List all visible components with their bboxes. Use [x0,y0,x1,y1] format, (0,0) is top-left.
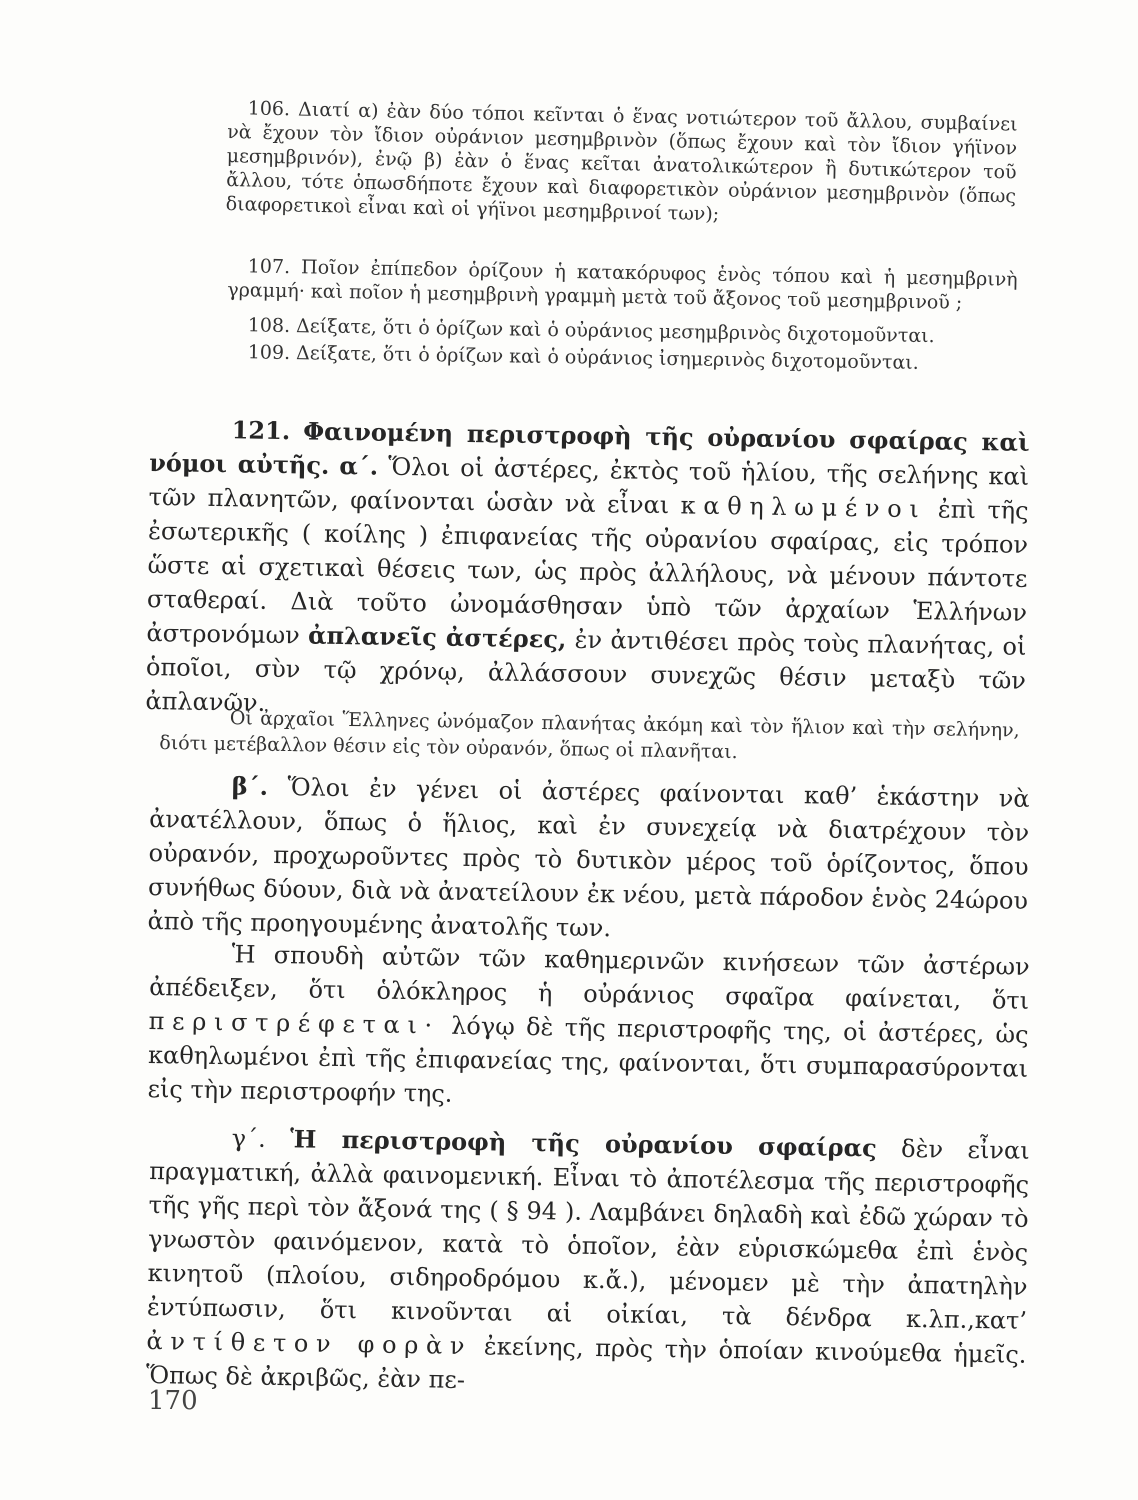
page-number: 170 [148,1386,198,1416]
section-study [147,936,1030,1120]
exercise-107 [227,254,1018,316]
section-number: 121. [231,415,291,446]
study-text-2: λόγῳ δὲ τῆς περιστροφῆς της, οἱ ἀστέρες, ὡς καθηλωμένοι ἐπὶ τῆς ἐπιφανείας της, φαίνονται, ὅτι συμπαρασύρονται εἰς τὴν περιστροφήν της. [147,1011,1029,1108]
beta-label: β΄. [231,771,269,801]
alpha-bold-term: ἀπλανεῖς ἀστέρες, [307,620,567,654]
alpha-text-1: Ὅλοι οἱ ἀστέρες, ἐκτὸς τοῦ ἡλίου, τῆς σελήνης καὶ τῶν πλανητῶν, φαίνονται ὡσὰν νὰ εἶναι [148,452,1030,520]
alpha-spaced-word: καθηλωμένοι [680,491,927,524]
study-spaced-word: περιστρέφεται· [148,1006,441,1040]
alpha-text-2: ἐπὶ τῆς ἐσωτερικῆς ( κοίλης ) ἐπιφανείας τῆς οὐρανίου σφαίρας, εἰς τρόπον ὥστε αἱ σχετικαὶ θέσεις των, ὡς πρὸς ἀλλήλους, νὰ μένουν πάντοτε σταθεραί. Διὰ τοῦτο ὠνομάσθησαν ὑπὸ τῶν ἀρχαίων Ἑλλήνων ἀστρονόμων [146,495,1029,650]
gamma-bold-term: Ἡ περιστροφὴ τῆς οὐρανίου σφαίρας [289,1124,877,1163]
section-title: Φαινομένη περιστροφὴ τῆς οὐρανίου σφαίρας καὶ νόμοι αὐτῆς. [148,416,1030,480]
gamma-text-2: ἐκείνης, πρὸς τὴν ὁποίαν κινούμεθα ἡμεῖς. Ὅπως δὲ ἀκριβῶς, ἐὰν πε- [145,1332,1027,1394]
section-121-alpha [145,412,1030,732]
exercise-106 [225,96,1017,233]
study-text-1: Ἡ σπουδὴ αὐτῶν τῶν καθημερινῶν κινήσεων τῶν ἀστέρων ἀπέδειξεν, ὅτι ὁλόκληρος ἡ οὐράνιος σφαῖρα φαίνεται, ὅτι [148,940,1030,1015]
exercise-107-text: 107. Ποῖον ἐπίπεδον ὁρίζουν ἡ κατακόρυφος ἑνὸς τόπου καὶ ἡ μεσημβρινὴ γραμμή· καὶ ποῖον ἡ μεσημβρινὴ γραμμὴ μετὰ τοῦ ἄξονος τοῦ μεσημβρινοῦ ; [227,255,1018,314]
section-beta [147,768,1030,952]
alpha-text-3: ἐν ἀντιθέσει πρὸς τοὺς πλανήτας, οἱ ὁποῖοι, σὺν τῷ χρόνῳ, ἀλλάσσουν συνεχῶς θέσιν μεταξὺ τῶν ἀπλανῶν. [145,625,1027,717]
footnote-text: Οἱ ἀρχαῖοι Ἕλληνες ὠνόμαζον πλανήτας ἀκόμη καὶ τὸν ἥλιον καὶ τὴν σελήνην, διότι μετέβαλλον θέσιν εἰς τὸν οὐρανόν, ὅπως οἱ πλανῆται. [159,707,1020,764]
gamma-label: γ΄. [231,1124,266,1153]
beta-text: Ὅλοι ἐν γένει οἱ ἀστέρες φαίνονται καθ’ ἑκάστην νὰ ἀνατέλλουν, ὅπως ὁ ἥλιος, καὶ ἐν συνεχείᾳ νὰ διατρέχουν τὸν οὐρανόν, προχωροῦντες πρὸς τὸ δυτικὸν μέρος τοῦ ὁρίζοντος, ὅπου συνήθως δύουν, διὰ νὰ ἀνατείλουν ἐκ νέου, μετὰ πάροδον ἑνὸς 24ώρου ἀπὸ τῆς προηγουμένης ἀνατολῆς των. [147,773,1030,943]
gamma-text-1: δὲν εἶναι πραγματική, ἀλλὰ φαινομενική. Εἶναι τὸ ἀποτέλεσμα τῆς περιστροφῆς τῆς γῆς περὶ τὸν ἄξονά της ( § 94 ). Λαμβάνει δηλαδὴ καὶ ἐδῶ χώραν τὸ γνωστὸν φαινόμενον, κατὰ τὸ ὁποῖον, ἐὰν εὑρισκώμεθα ἐπὶ ἑνὸς κινητοῦ (πλοίου, σιδηροδρόμου κ.ἄ.), μένομεν μὲ τὴν ἀπατηλὴν ἐντύπωσιν, ὅτι κινοῦνται αἱ οἰκίαι, τὰ δένδρα κ.λπ.,κατ’ [146,1134,1030,1335]
exercise-108-text: 108. Δείξατε, ὅτι ὁ ὁρίζων καὶ ὁ οὐράνιος μεσημβρινὸς διχοτομοῦνται. [247,314,935,348]
exercise-106-text: 106. Διατί α) ἐὰν δύο τόποι κεῖνται ὁ ἕνας νοτιώτερον τοῦ ἄλλου, συμβαίνει νὰ ἔχουν τὸν ἴδιον οὐράνιον μεσημβρινὸν (ὅπως ἔχουν καὶ τὸν ἴδιον γήϊνον μεσημβρινόν), ἐνῷ β) ἐὰν ὁ ἕνας κεῖται ἀνατολικώτερον ἢ δυτικώτερον τοῦ ἄλλου, τότε ὁπωσδήποτε ἔχουν καὶ διαφορετικὸν οὐράνιον μεσημβρινὸν (ὅπως διαφορετικοὶ εἶναι καὶ οἱ γήϊνοι μεσημβρινοί των); [225,97,1018,226]
exercise-109-text: 109. Δείξατε, ὅτι ὁ ὁρίζων καὶ ὁ οὐράνιος ἰσημερινὸς διχοτομοῦνται. [247,341,919,374]
alpha-label: α΄. [339,450,379,481]
gamma-spaced-word: ἀντίθετον φορὰν [146,1326,473,1361]
section-gamma [146,1120,1030,1406]
